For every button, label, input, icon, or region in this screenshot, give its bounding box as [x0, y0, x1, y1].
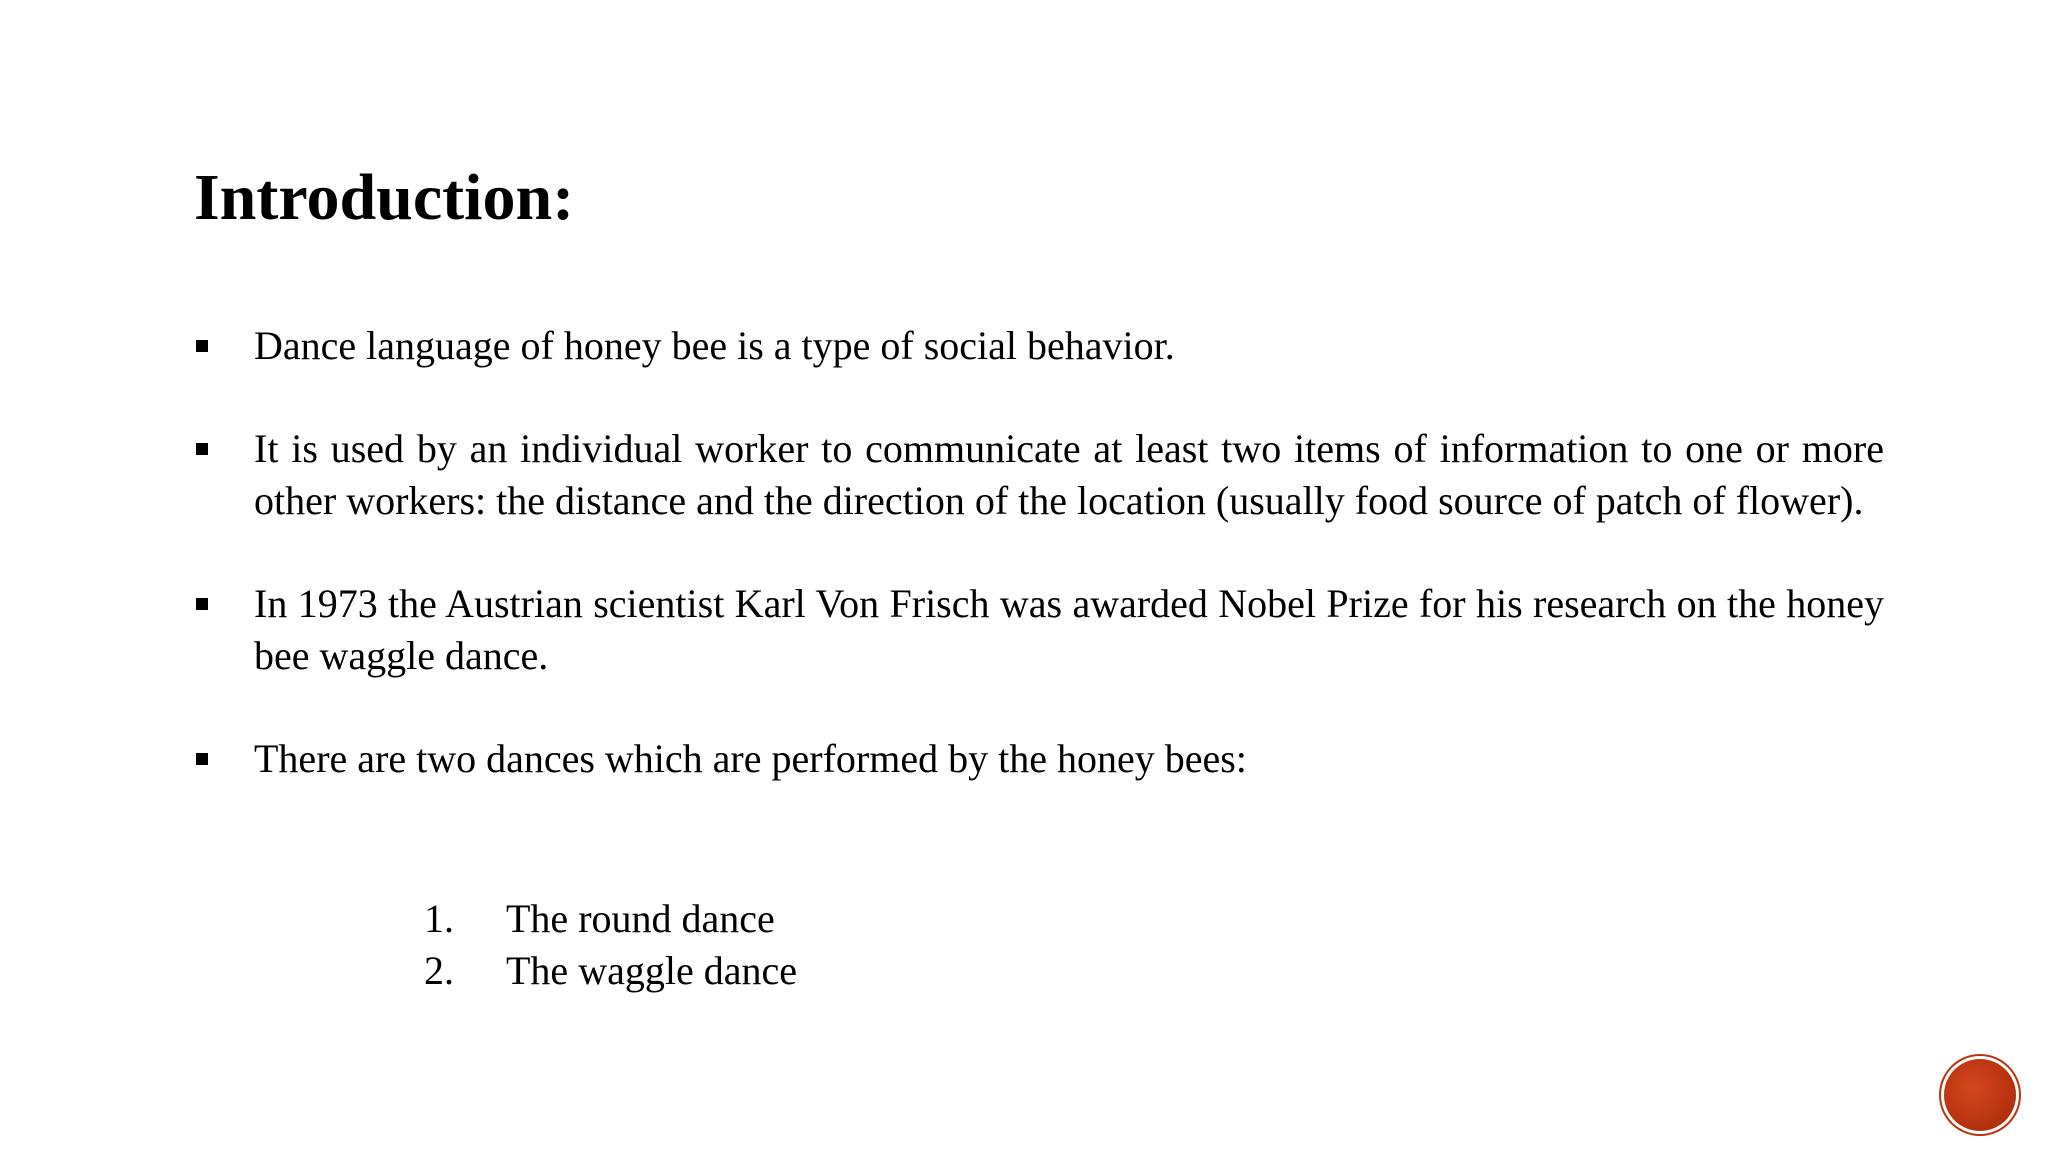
- bullet-text: There are two dances which are performed by the honey bees:: [254, 736, 1247, 781]
- bullet-item: [194, 320, 1884, 372]
- list-label: The round dance: [506, 896, 775, 941]
- bullet-item: [194, 423, 1884, 527]
- slide-title: Introduction:: [194, 161, 575, 234]
- list-item: [424, 945, 797, 997]
- bullet-text: In 1973 the Austrian scientist Karl Von Frisch was awarded Nobel Prize for his research on the honey bee waggle dance.: [254, 581, 1884, 678]
- list-number: 1.: [424, 896, 454, 941]
- square-bullet-icon: [196, 753, 208, 765]
- bullet-item: [194, 578, 1884, 682]
- square-bullet-icon: [196, 340, 208, 352]
- list-number: 2.: [424, 948, 454, 993]
- bullet-text: It is used by an individual worker to communicate at least two items of information to one or more other workers: the distance and the direction of the location (usually food source of patch of flower).: [254, 426, 1884, 523]
- bullet-item: [194, 733, 1884, 785]
- square-bullet-icon: [196, 598, 208, 610]
- list-label: The waggle dance: [506, 948, 797, 993]
- bullet-list: [194, 320, 1884, 836]
- list-item: [424, 893, 797, 945]
- square-bullet-icon: [196, 443, 208, 455]
- dance-types-list: [424, 893, 797, 997]
- bullet-text: Dance language of honey bee is a type of social behavior.: [254, 323, 1175, 368]
- decorative-circle-icon: [1944, 1059, 2016, 1131]
